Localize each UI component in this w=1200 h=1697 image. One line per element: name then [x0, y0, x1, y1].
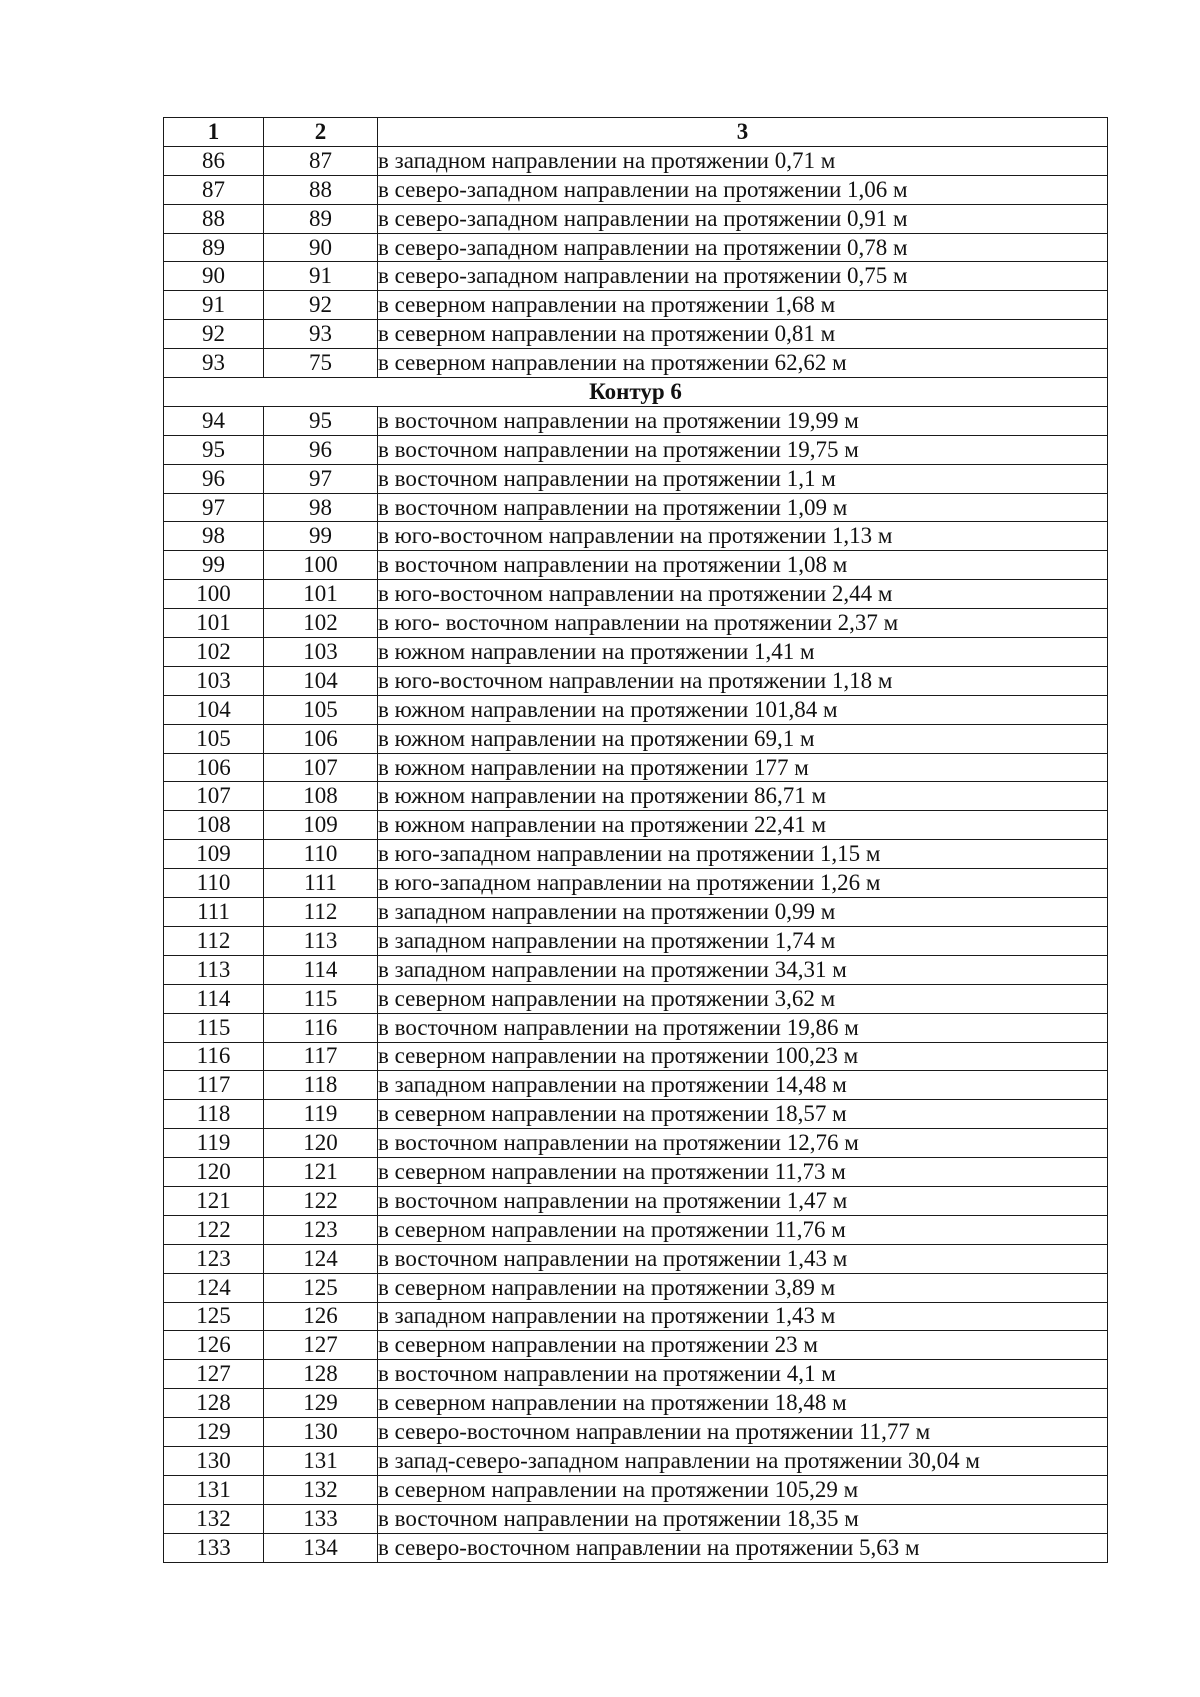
description-cell: в южном направлении на протяжении 177 м: [378, 753, 1108, 782]
table-row: [164, 1446, 1108, 1475]
description-cell: в южном направлении на протяжении 86,71 м: [378, 782, 1108, 811]
description-cell: в восточном направлении на протяжении 1,43 м: [378, 1244, 1108, 1273]
table-row: [164, 580, 1108, 609]
point-from-cell: 103: [164, 666, 264, 695]
table-body: [164, 146, 1108, 1562]
point-from-cell: 99: [164, 551, 264, 580]
description-cell: в северном направлении на протяжении 1,68 м: [378, 291, 1108, 320]
header-col-1: 1: [164, 118, 264, 147]
table-row: [164, 1302, 1108, 1331]
table-row: [164, 204, 1108, 233]
table-row: [164, 1071, 1108, 1100]
point-from-cell: 104: [164, 695, 264, 724]
description-cell: в восточном направлении на протяжении 1,08 м: [378, 551, 1108, 580]
table-row: [164, 233, 1108, 262]
point-from-cell: 122: [164, 1215, 264, 1244]
point-from-cell: 119: [164, 1129, 264, 1158]
point-to-cell: 124: [264, 1244, 378, 1273]
description-cell: в северном направлении на протяжении 11,76 м: [378, 1215, 1108, 1244]
point-to-cell: 102: [264, 609, 378, 638]
description-cell: в восточном направлении на протяжении 1,1 м: [378, 464, 1108, 493]
description-cell: в южном направлении на протяжении 22,41 м: [378, 811, 1108, 840]
description-cell: в северном направлении на протяжении 0,81 м: [378, 320, 1108, 349]
point-to-cell: 121: [264, 1158, 378, 1187]
description-cell: в северо-западном направлении на протяжении 1,06 м: [378, 175, 1108, 204]
point-from-cell: 129: [164, 1418, 264, 1447]
table-row: [164, 464, 1108, 493]
point-to-cell: 99: [264, 522, 378, 551]
point-to-cell: 133: [264, 1504, 378, 1533]
point-from-cell: 121: [164, 1186, 264, 1215]
boundary-table: [163, 117, 1108, 1563]
point-to-cell: 87: [264, 146, 378, 175]
description-cell: в восточном направлении на протяжении 12,76 м: [378, 1129, 1108, 1158]
point-to-cell: 109: [264, 811, 378, 840]
point-to-cell: 98: [264, 493, 378, 522]
description-cell: в восточном направлении на протяжении 19,86 м: [378, 1013, 1108, 1042]
point-to-cell: 107: [264, 753, 378, 782]
table-row: [164, 724, 1108, 753]
description-cell: в южном направлении на протяжении 101,84 м: [378, 695, 1108, 724]
table-row: [164, 1475, 1108, 1504]
point-from-cell: 102: [164, 638, 264, 667]
table-row: [164, 1389, 1108, 1418]
table-row: [164, 1186, 1108, 1215]
description-cell: в западном направлении на протяжении 0,99 м: [378, 898, 1108, 927]
description-cell: в юго- восточном направлении на протяжении 2,37 м: [378, 609, 1108, 638]
point-to-cell: 104: [264, 666, 378, 695]
point-to-cell: 119: [264, 1100, 378, 1129]
table-row: [164, 1504, 1108, 1533]
point-from-cell: 110: [164, 869, 264, 898]
point-from-cell: 127: [164, 1360, 264, 1389]
point-to-cell: 116: [264, 1013, 378, 1042]
description-cell: в восточном направлении на протяжении 19,99 м: [378, 406, 1108, 435]
point-from-cell: 89: [164, 233, 264, 262]
point-to-cell: 105: [264, 695, 378, 724]
point-from-cell: 117: [164, 1071, 264, 1100]
description-cell: в западном направлении на протяжении 1,43 м: [378, 1302, 1108, 1331]
table-row: [164, 609, 1108, 638]
point-to-cell: 92: [264, 291, 378, 320]
table-row: [164, 1418, 1108, 1447]
table-row: [164, 1244, 1108, 1273]
table-row: [164, 984, 1108, 1013]
table-row: [164, 638, 1108, 667]
description-cell: в западном направлении на протяжении 14,48 м: [378, 1071, 1108, 1100]
description-cell: в юго-восточном направлении на протяжении 1,13 м: [378, 522, 1108, 551]
point-from-cell: 88: [164, 204, 264, 233]
table-row: [164, 1042, 1108, 1071]
point-to-cell: 126: [264, 1302, 378, 1331]
point-to-cell: 123: [264, 1215, 378, 1244]
point-to-cell: 128: [264, 1360, 378, 1389]
point-to-cell: 110: [264, 840, 378, 869]
table-row: [164, 666, 1108, 695]
point-from-cell: 95: [164, 435, 264, 464]
table-row: [164, 522, 1108, 551]
point-from-cell: 96: [164, 464, 264, 493]
point-from-cell: 92: [164, 320, 264, 349]
point-to-cell: 91: [264, 262, 378, 291]
table-row: [164, 493, 1108, 522]
header-col-3: 3: [378, 118, 1108, 147]
table-row: [164, 840, 1108, 869]
description-cell: в восточном направлении на протяжении 1,09 м: [378, 493, 1108, 522]
description-cell: в северном направлении на протяжении 3,62 м: [378, 984, 1108, 1013]
point-from-cell: 93: [164, 349, 264, 378]
point-to-cell: 114: [264, 955, 378, 984]
table-row: [164, 406, 1108, 435]
point-to-cell: 132: [264, 1475, 378, 1504]
point-to-cell: 115: [264, 984, 378, 1013]
point-from-cell: 133: [164, 1533, 264, 1562]
section-row: [164, 378, 1108, 407]
description-cell: в западном направлении на протяжении 34,31 м: [378, 955, 1108, 984]
point-from-cell: 101: [164, 609, 264, 638]
point-from-cell: 94: [164, 406, 264, 435]
description-cell: в южном направлении на протяжении 69,1 м: [378, 724, 1108, 753]
point-to-cell: 134: [264, 1533, 378, 1562]
description-cell: в северном направлении на протяжении 105,29 м: [378, 1475, 1108, 1504]
description-cell: в западном направлении на протяжении 0,71 м: [378, 146, 1108, 175]
point-to-cell: 75: [264, 349, 378, 378]
table-row: [164, 1533, 1108, 1562]
description-cell: в западном направлении на протяжении 1,74 м: [378, 926, 1108, 955]
point-to-cell: 93: [264, 320, 378, 349]
table-header-row: [164, 118, 1108, 147]
table-row: [164, 1331, 1108, 1360]
point-from-cell: 112: [164, 926, 264, 955]
table-row: [164, 1129, 1108, 1158]
table-row: [164, 782, 1108, 811]
point-to-cell: 88: [264, 175, 378, 204]
point-to-cell: 95: [264, 406, 378, 435]
point-from-cell: 91: [164, 291, 264, 320]
point-from-cell: 87: [164, 175, 264, 204]
point-from-cell: 106: [164, 753, 264, 782]
description-cell: в южном направлении на протяжении 1,41 м: [378, 638, 1108, 667]
table-row: [164, 175, 1108, 204]
point-to-cell: 122: [264, 1186, 378, 1215]
point-to-cell: 130: [264, 1418, 378, 1447]
point-from-cell: 97: [164, 493, 264, 522]
table-row: [164, 1158, 1108, 1187]
description-cell: в северном направлении на протяжении 100,23 м: [378, 1042, 1108, 1071]
header-col-2: 2: [264, 118, 378, 147]
point-to-cell: 89: [264, 204, 378, 233]
table-row: [164, 811, 1108, 840]
point-to-cell: 131: [264, 1446, 378, 1475]
point-to-cell: 112: [264, 898, 378, 927]
description-cell: в северо-восточном направлении на протяжении 11,77 м: [378, 1418, 1108, 1447]
description-cell: в северо-восточном направлении на протяжении 5,63 м: [378, 1533, 1108, 1562]
description-cell: в северном направлении на протяжении 18,57 м: [378, 1100, 1108, 1129]
point-from-cell: 128: [164, 1389, 264, 1418]
table-row: [164, 146, 1108, 175]
point-to-cell: 106: [264, 724, 378, 753]
description-cell: в северном направлении на протяжении 18,48 м: [378, 1389, 1108, 1418]
point-from-cell: 100: [164, 580, 264, 609]
point-from-cell: 126: [164, 1331, 264, 1360]
table-row: [164, 349, 1108, 378]
description-cell: в северо-западном направлении на протяжении 0,78 м: [378, 233, 1108, 262]
point-from-cell: 113: [164, 955, 264, 984]
table-row: [164, 320, 1108, 349]
description-cell: в юго-восточном направлении на протяжении 1,18 м: [378, 666, 1108, 695]
table-row: [164, 1013, 1108, 1042]
table-row: [164, 898, 1108, 927]
table-row: [164, 1100, 1108, 1129]
point-to-cell: 117: [264, 1042, 378, 1071]
point-to-cell: 129: [264, 1389, 378, 1418]
description-cell: в восточном направлении на протяжении 4,1 м: [378, 1360, 1108, 1389]
point-from-cell: 115: [164, 1013, 264, 1042]
description-cell: в северном направлении на протяжении 62,62 м: [378, 349, 1108, 378]
point-from-cell: 90: [164, 262, 264, 291]
point-from-cell: 98: [164, 522, 264, 551]
point-to-cell: 96: [264, 435, 378, 464]
point-to-cell: 108: [264, 782, 378, 811]
point-to-cell: 127: [264, 1331, 378, 1360]
description-cell: в северо-западном направлении на протяжении 0,91 м: [378, 204, 1108, 233]
point-to-cell: 113: [264, 926, 378, 955]
point-to-cell: 118: [264, 1071, 378, 1100]
table-row: [164, 869, 1108, 898]
description-cell: в юго-западном направлении на протяжении 1,26 м: [378, 869, 1108, 898]
point-from-cell: 124: [164, 1273, 264, 1302]
point-from-cell: 111: [164, 898, 264, 927]
description-cell: в северном направлении на протяжении 23 м: [378, 1331, 1108, 1360]
point-from-cell: 125: [164, 1302, 264, 1331]
point-to-cell: 111: [264, 869, 378, 898]
table-row: [164, 926, 1108, 955]
point-from-cell: 86: [164, 146, 264, 175]
point-from-cell: 131: [164, 1475, 264, 1504]
table-row: [164, 753, 1108, 782]
description-cell: в северном направлении на протяжении 3,89 м: [378, 1273, 1108, 1302]
point-from-cell: 109: [164, 840, 264, 869]
table-row: [164, 695, 1108, 724]
point-from-cell: 118: [164, 1100, 264, 1129]
point-to-cell: 125: [264, 1273, 378, 1302]
table-row: [164, 1360, 1108, 1389]
description-cell: в северном направлении на протяжении 11,73 м: [378, 1158, 1108, 1187]
description-cell: в восточном направлении на протяжении 1,47 м: [378, 1186, 1108, 1215]
description-cell: в юго-восточном направлении на протяжении 2,44 м: [378, 580, 1108, 609]
description-cell: в северо-западном направлении на протяжении 0,75 м: [378, 262, 1108, 291]
point-to-cell: 90: [264, 233, 378, 262]
table-row: [164, 955, 1108, 984]
section-title: Контур 6: [164, 378, 1108, 407]
table-row: [164, 551, 1108, 580]
point-from-cell: 123: [164, 1244, 264, 1273]
description-cell: в восточном направлении на протяжении 18,35 м: [378, 1504, 1108, 1533]
table-row: [164, 1215, 1108, 1244]
point-from-cell: 116: [164, 1042, 264, 1071]
table-row: [164, 262, 1108, 291]
point-from-cell: 107: [164, 782, 264, 811]
description-cell: в юго-западном направлении на протяжении 1,15 м: [378, 840, 1108, 869]
point-from-cell: 114: [164, 984, 264, 1013]
description-cell: в восточном направлении на протяжении 19,75 м: [378, 435, 1108, 464]
table-row: [164, 1273, 1108, 1302]
point-to-cell: 103: [264, 638, 378, 667]
point-to-cell: 97: [264, 464, 378, 493]
table-row: [164, 291, 1108, 320]
point-to-cell: 100: [264, 551, 378, 580]
point-from-cell: 108: [164, 811, 264, 840]
point-from-cell: 132: [164, 1504, 264, 1533]
point-from-cell: 120: [164, 1158, 264, 1187]
description-cell: в запад-северо-западном направлении на протяжении 30,04 м: [378, 1446, 1108, 1475]
point-from-cell: 105: [164, 724, 264, 753]
table-row: [164, 435, 1108, 464]
point-to-cell: 120: [264, 1129, 378, 1158]
point-from-cell: 130: [164, 1446, 264, 1475]
point-to-cell: 101: [264, 580, 378, 609]
